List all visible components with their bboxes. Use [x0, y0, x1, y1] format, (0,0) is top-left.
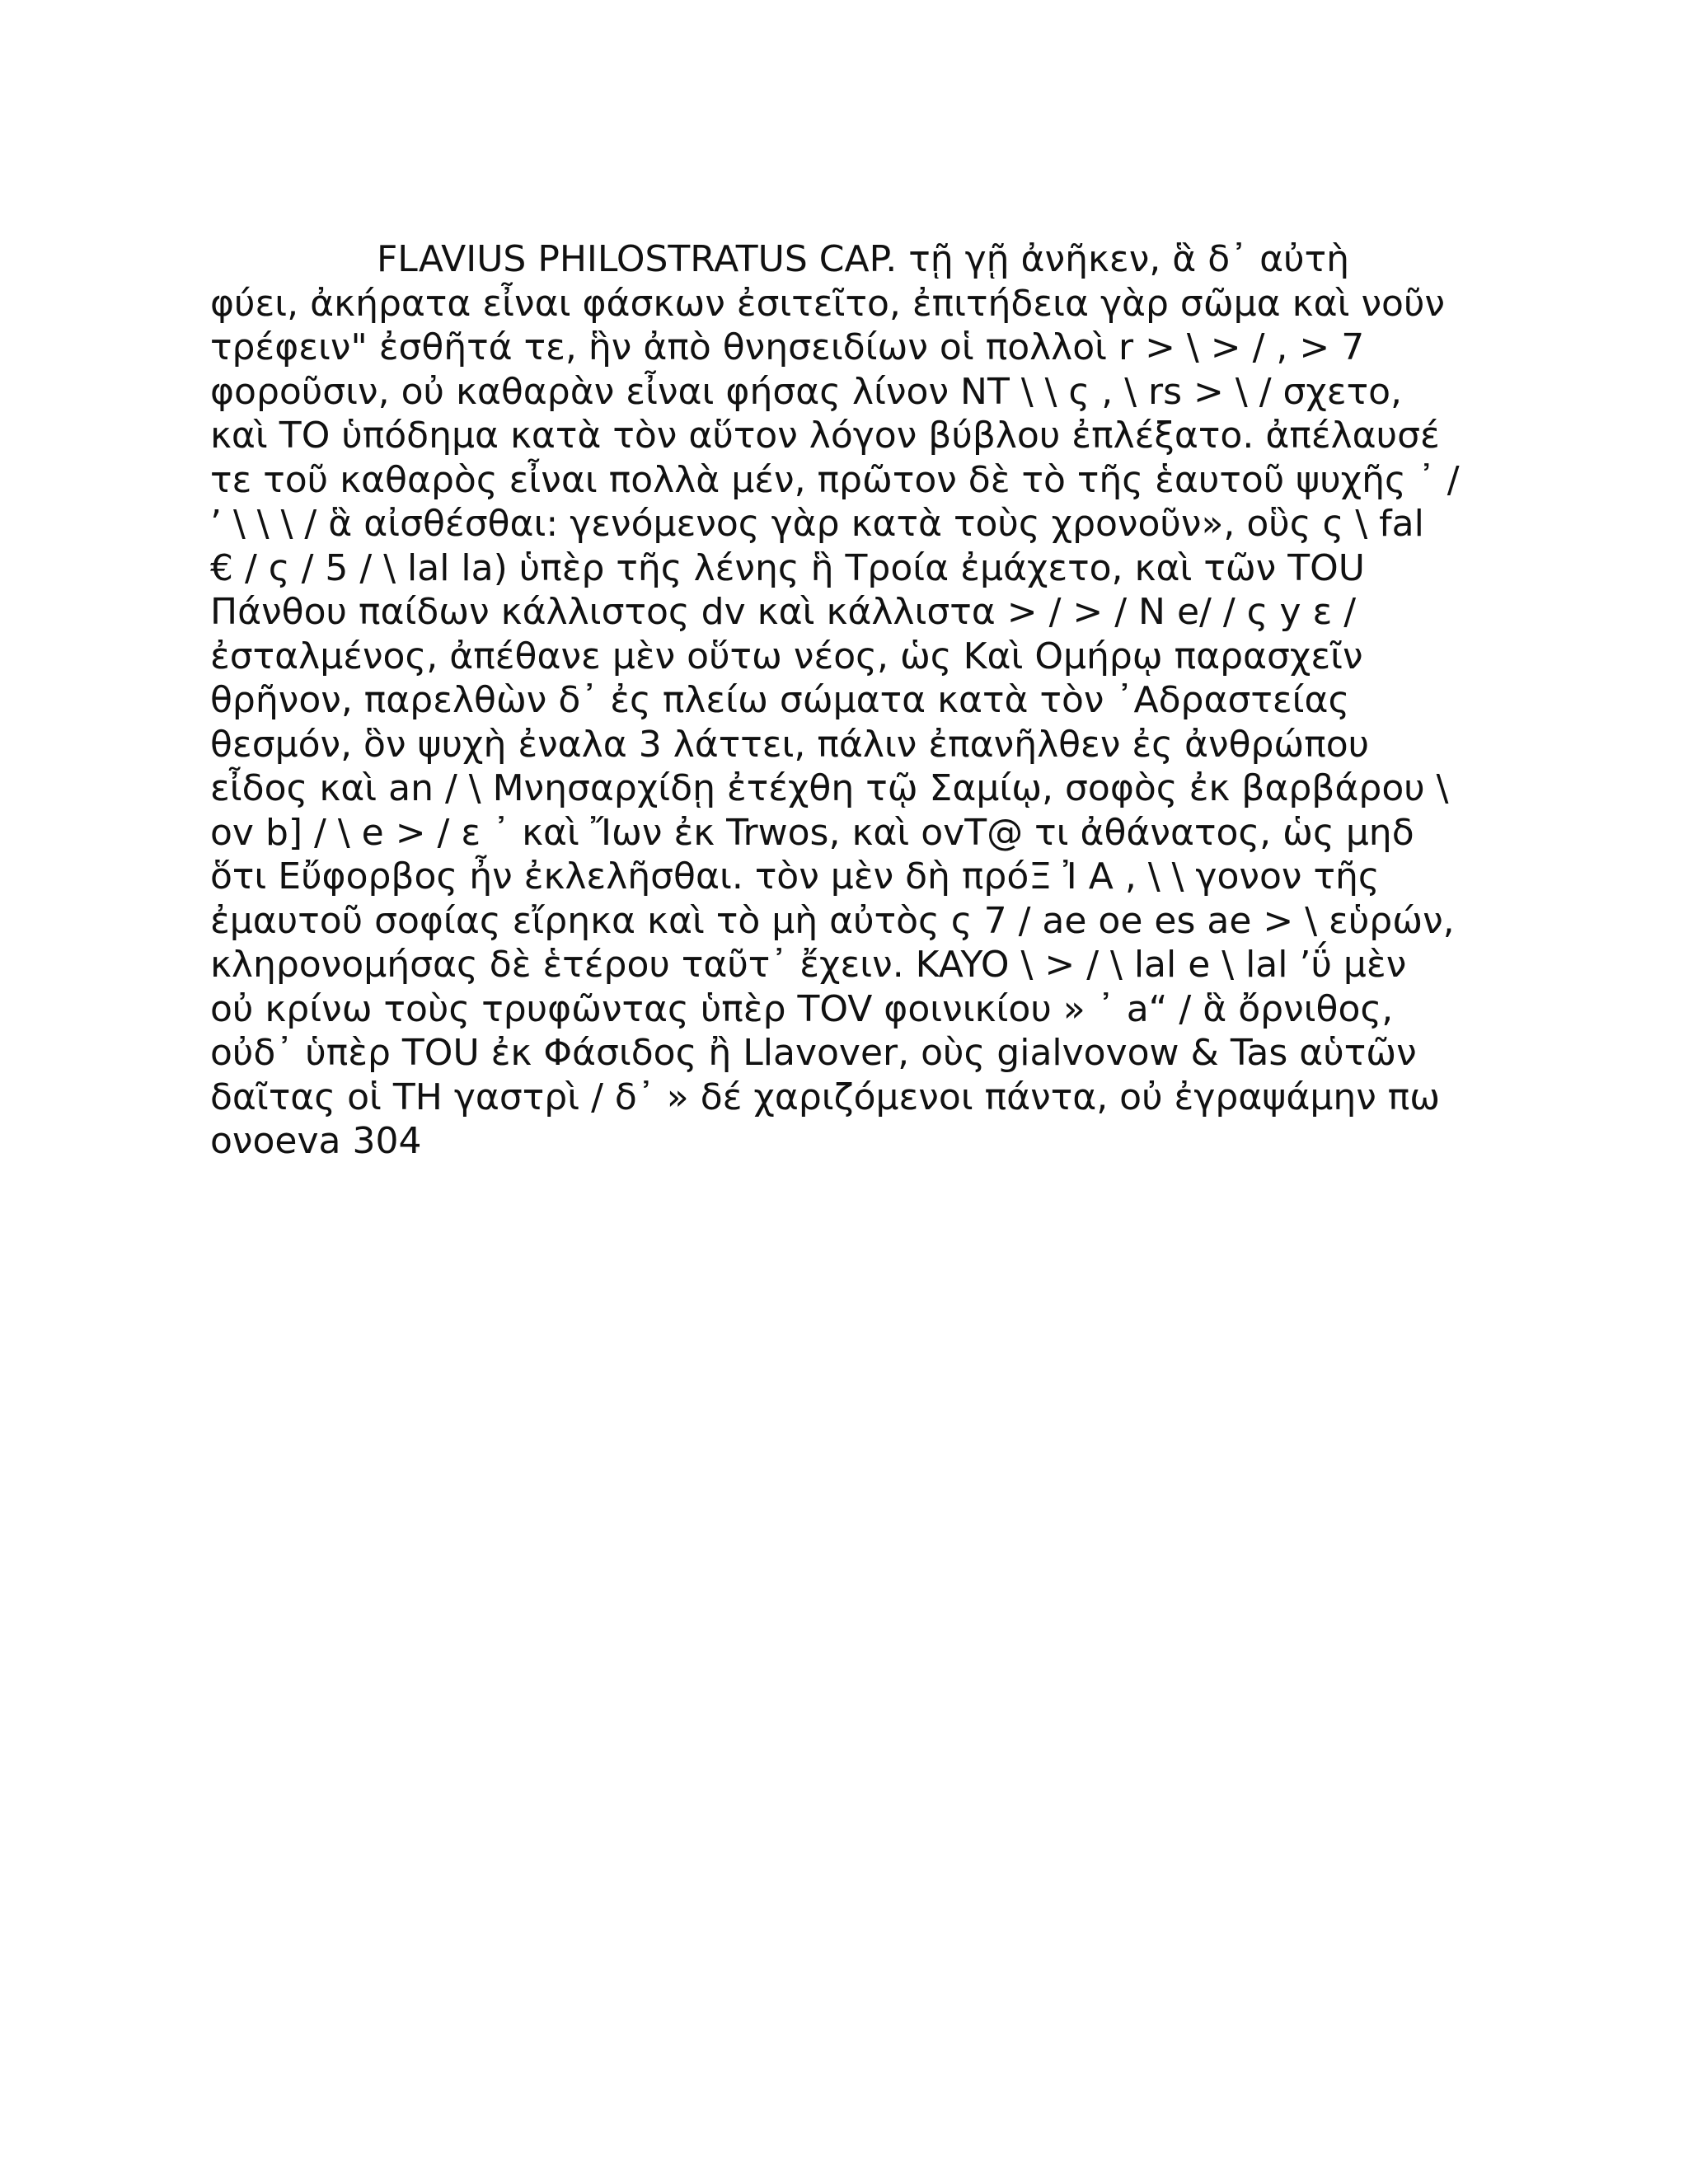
- text-line: FLAVIUS PHILOSTRATUS CAP. τῇ γῇ ἀνῆκεν, ἃ δ᾽ αὐτὴ: [377, 238, 1349, 280]
- text-line: δαῖτας οἱ TH γαστρὶ / δ᾽ » δέ χαριζόμενοι πάντα, οὐ ἐγραψάμην πω: [210, 1076, 1441, 1118]
- text-line: € / ς / 5 / \ lal la) ὑπὲρ τῆς λένης ἣ Τροία ἐμάχετο, καὶ τῶν TOU: [210, 546, 1365, 589]
- text-line: οὐ κρίνω τοὺς τρυφῶντας ὑπὲρ TOV φοινικίου » ᾽ a“ / ἃ ὄρνιθος,: [210, 987, 1394, 1030]
- text-line: ’ \ \ \ / ἃ αἰσθέσθαι: γενόμενος γὰρ κατὰ τοὺς χρονοῦν», οὓς ς \ fal: [210, 503, 1424, 545]
- text-line: τρέφειν" ἐσθῆτά τε, ἣν ἀπὸ θνησειδίων οἱ πολλοὶ r > \ > / , > 7: [210, 326, 1365, 368]
- text-line: ov b] / \ e > / ε ᾽ καὶ Ἴων ἐκ Trwos, καὶ ovT@ τι ἀθάνατος, ὡς μηδ: [210, 811, 1414, 854]
- text-line: Πάνθου παίδων κάλλιστος dv καὶ κάλλιστα > / > / N e/ / ς y ε /: [210, 591, 1357, 633]
- text-line: καὶ TO ὑπόδημα κατὰ τὸν αὕτον λόγον βύβλου ἐπλέξατο. ἀπέλαυσέ: [210, 415, 1440, 457]
- text-line: οὐδ᾽ ὑπὲρ TOU ἐκ Φάσιδος ἢ Llavover, οὺς gialvovow & Tas αὑτῶν: [210, 1032, 1417, 1074]
- text-line: ὅτι Εὔφορβος ἦν ἐκλελῆσθαι. τὸν μὲν δὴ πρόΞ Ἰ A , \ \ γονον τῆς: [210, 855, 1380, 898]
- text-line: φύει, ἀκήρατα εἶναι φάσκων ἐσιτεῖτο, ἐπιτήδεια γὰρ σῶμα καὶ νοῦν: [210, 282, 1445, 325]
- text-line: φοροῦσιν, οὐ καθαρὰν εἶναι φήσας λίνον NT \ \ ς , \ rs > \ / σχετο,: [210, 370, 1402, 413]
- text-line: θρῆνον, παρελθὼν δ᾽ ἐς πλείω σώματα κατὰ τὸν ᾽Αδραστείας: [210, 679, 1350, 721]
- text-line: ονοeva 304: [210, 1120, 422, 1162]
- text-line: κληρονομήσας δὲ ἑτέρου ταῦτ᾽ ἔχειν. KAYO \ > / \ lal e \ lal ’ΰ μὲν: [210, 944, 1407, 986]
- text-line: ἐμαυτοῦ σοφίας εἴρηκα καὶ τὸ μὴ αὐτὸς ς 7 / ae oe es ae > \ εὑρών,: [210, 899, 1455, 942]
- text-line: ἐσταλμένος, ἀπέθανε μὲν οὕτω νέος, ὡς Καὶ Ομήρῳ παρασχεῖν: [210, 635, 1363, 677]
- text-line: τε τοῦ καθαρὸς εἶναι πολλὰ μέν, πρῶτον δὲ τὸ τῆς ἑαυτοῦ ψυχῆς ᾽ /: [210, 458, 1460, 501]
- body-text: [210, 237, 1496, 1164]
- text-line: θεσμόν, ὃν ψυχὴ ἐναλα 3 λάττει, πάλιν ἐπανῆλθεν ἐς ἀνθρώπου: [210, 723, 1370, 766]
- text-line: εἶδος καὶ an / \ Μνησαρχίδῃ ἐτέχθη τῷ Σαμίῳ, σοφὸς ἐκ βαρβάρου \: [210, 767, 1449, 809]
